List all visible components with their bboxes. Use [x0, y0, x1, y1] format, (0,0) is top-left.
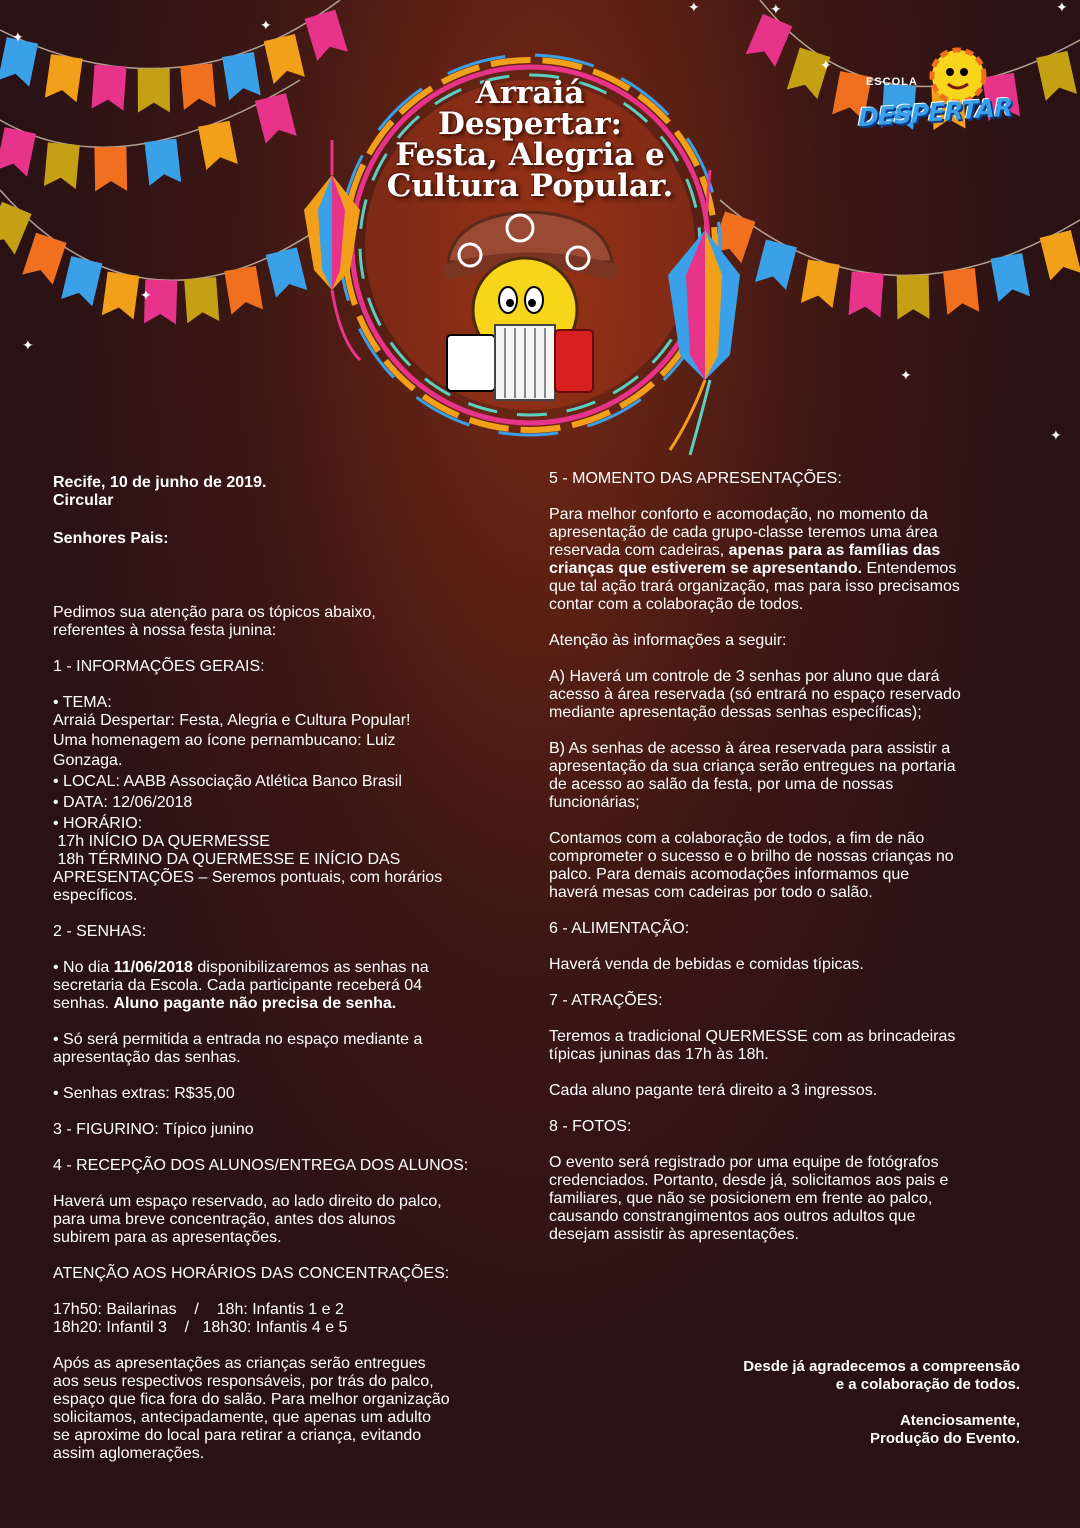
bunting-flag-icon: [991, 253, 1030, 302]
bunting-flag-icon: [44, 142, 80, 189]
senha2-line-2: apresentação das senhas.: [53, 1049, 241, 1066]
s5-line-3: [549, 542, 1034, 560]
s7-line-1: Teremos a tradicional QUERMESSE com as brincadeiras: [549, 1028, 956, 1045]
senha1-note: Aluno pagante não precisa de senha.: [113, 995, 397, 1012]
school-logo: [858, 40, 1038, 140]
bunting-flag-icon: [746, 14, 793, 67]
bunting-flag-icon: [305, 10, 348, 61]
senha2-line-1: • Só será permitida a entrada no espaço mediante a: [53, 1031, 423, 1048]
horario-line-1: 17h INÍCIO DA QUERMESSE: [53, 833, 270, 850]
bunting-flag-icon: [91, 65, 126, 111]
section-4-heading: 4 - RECEPÇÃO DOS ALUNOS/ENTREGA DOS ALUNOS:: [53, 1157, 469, 1174]
right-column: [549, 470, 1034, 1244]
s4-p1-line-2: para uma breve concentração, antes dos alunos: [53, 1211, 396, 1228]
logo-escola-text: ESCOLA: [866, 76, 918, 88]
section-7-heading: 7 - ATRAÇÕES:: [549, 992, 663, 1009]
bunting-flag-icon: [138, 69, 170, 113]
tema-line-3: Gonzaga.: [53, 752, 123, 769]
s5-attention: Atenção às informações a seguir:: [549, 632, 787, 649]
s4-p1-line-3: subirem para as apresentações.: [53, 1229, 282, 1246]
section-3-heading: 3 - FIGURINO: Típico junino: [53, 1121, 254, 1138]
s4-p2-line-2: aos seus respectivos responsáveis, por trás do palco,: [53, 1373, 434, 1390]
sparkle-star-icon: ✦: [22, 338, 34, 354]
s4-p2-line-5: se aproxime do local para retirar a criança, evitando: [53, 1427, 422, 1444]
item-b-line-1: B) As senhas de acesso à área reservada para assistir a: [549, 740, 951, 757]
s5-line-3a: reservada com cadeiras,: [549, 542, 729, 559]
s5-line-2: apresentação de cada grupo-classe teremos uma área: [549, 524, 938, 541]
sparkle-star-icon: ✦: [820, 58, 832, 74]
section-8-heading: 8 - FOTOS:: [549, 1118, 632, 1135]
senha1-part-e: senhas.: [53, 995, 114, 1012]
schedule-line-2: 18h20: Infantil 3 / 18h30: Infantis 4 e 5: [53, 1319, 348, 1336]
bunting-flag-icon: [184, 277, 219, 323]
item-c-line-2: comprometer o sucesso e o brilho de nossas crianças no: [549, 848, 954, 865]
section-5-heading: 5 - MOMENTO DAS APRESENTAÇÕES:: [549, 470, 842, 487]
s5-line-4a: crianças que estiverem se apresentando.: [549, 560, 863, 577]
sparkle-star-icon: ✦: [900, 368, 912, 384]
s8-line-4: causando constrangimentos aos outros adultos que: [549, 1208, 916, 1225]
bunting-flag-icon: [45, 54, 83, 102]
section-1-heading: 1 - INFORMAÇÕES GERAIS:: [53, 658, 265, 675]
senha-paragraph-1: [53, 959, 513, 977]
s7-line-3: Cada aluno pagante terá direito a 3 ingressos.: [549, 1082, 878, 1099]
event-title: [350, 75, 710, 204]
item-b-line-2: apresentação da sua criança serão entregues na portaria: [549, 758, 956, 775]
bunting-flag-icon: [0, 202, 32, 255]
s5-line-4b: Entendemos: [862, 560, 957, 577]
greeting: Senhores Pais:: [53, 530, 169, 547]
bunting-flag-icon: [897, 275, 930, 320]
schedule-line-1: 17h50: Bailarinas / 18h: Infantis 1 e 2: [53, 1301, 344, 1318]
doc-type: Circular: [53, 492, 114, 509]
item-a-line-2: acesso à área reservada (só entrará no espaço reservado: [549, 686, 961, 703]
item-c-line-1: Contamos com a colaboração de todos, a fim de não: [549, 830, 925, 847]
s4-p2-line-3: espaço que fica fora do salão. Para melhor organização: [53, 1391, 450, 1408]
bunting-flag-icon: [1036, 51, 1077, 101]
s8-line-1: O evento será registrado por uma equipe de fotógrafos: [549, 1154, 939, 1171]
bunting-flag-icon: [943, 268, 979, 315]
bunting-flag-icon: [255, 93, 297, 144]
s4-p1-line-1: Haverá um espaço reservado, ao lado direito do palco,: [53, 1193, 442, 1210]
s5-line-1: Para melhor conforto e acomodação, no momento da: [549, 506, 928, 523]
item-a-line-3: mediante apresentação dessas senhas específicas);: [549, 704, 922, 721]
horario-label: • HORÁRIO:: [53, 815, 143, 832]
intro-line-1: Pedimos sua atenção para os tópicos abaixo,: [53, 604, 376, 621]
horario-line-3: APRESENTAÇÕES – Seremos pontuais, com horários: [53, 869, 443, 886]
sparkle-star-icon: ✦: [12, 30, 24, 46]
tema-line-1: Arraiá Despertar: Festa, Alegria e Cultura Popular!: [53, 712, 411, 729]
sparkle-star-icon: ✦: [140, 288, 152, 304]
sparkle-star-icon: ✦: [1056, 0, 1068, 16]
item-a-line-1: A) Haverá um controle de 3 senhas por aluno que dará: [549, 668, 940, 685]
sparkle-star-icon: ✦: [260, 18, 272, 34]
item-c-line-4: haverá mesas com cadeiras por todo o salão.: [549, 884, 873, 901]
bunting-flag-icon: [198, 121, 238, 170]
section-2-heading: 2 - SENHAS:: [53, 923, 147, 940]
s6-text: Haverá venda de bebidas e comidas típicas.: [549, 956, 864, 973]
senha1-date: 11/06/2018: [113, 959, 193, 976]
left-column: [53, 474, 513, 1463]
bunting-flag-icon: [144, 139, 181, 186]
bunting-flag-icon: [224, 266, 263, 315]
senha-extras: • Senhas extras: R$35,00: [53, 1085, 235, 1102]
title-line-1: Arraiá: [475, 75, 585, 111]
s8-line-2: credenciados. Portanto, desde já, solicitamos aos pais e: [549, 1172, 949, 1189]
data-line: • DATA: 12/06/2018: [53, 794, 193, 811]
title-line-2: Despertar:: [438, 106, 622, 142]
bunting-flag-icon: [801, 259, 840, 308]
s4-attention: ATENÇÃO AOS HORÁRIOS DAS CONCENTRAÇÕES:: [53, 1265, 450, 1282]
s7-line-2: típicas juninas das 17h às 18h.: [549, 1046, 769, 1063]
bunting-flag-icon: [22, 233, 66, 285]
section-6-heading: 6 - ALIMENTAÇÃO:: [549, 920, 690, 937]
tema-line-2: Uma homenagem ao ícone pernambucano: Luiz: [53, 732, 396, 749]
closing-line-1: Desde já agradecemos a compreensão: [743, 1358, 1020, 1375]
bunting-flag-icon: [0, 127, 36, 177]
title-line-3: Festa, Alegria e: [395, 137, 665, 173]
senha1-line-3: [53, 995, 513, 1013]
bunting-flag-icon: [94, 147, 127, 192]
s8-line-5: desejam assistir às apresentações.: [549, 1226, 799, 1243]
s4-p2-line-6: assim aglomerações.: [53, 1445, 205, 1462]
date-line: Recife, 10 de junho de 2019.: [53, 474, 267, 491]
s5-line-6: contar com a colaboração de todos.: [549, 596, 804, 613]
s8-line-3: familiares, que não se posicionem em frente ao palco,: [549, 1190, 933, 1207]
bunting-flag-icon: [180, 63, 215, 109]
bunting-flag-icon: [849, 272, 884, 318]
tema-label: • TEMA:: [53, 694, 112, 711]
item-b-line-3: de acesso ao salão da festa, por uma de nossas: [549, 776, 894, 793]
senha1-part-c: disponibilizaremos as senhas na: [192, 959, 429, 976]
s4-p2-line-1: Após as apresentações as crianças serão entregues: [53, 1355, 426, 1372]
s5-line-3b: apenas para as famílias das: [728, 542, 941, 559]
bunting-flag-icon: [755, 239, 797, 290]
s5-line-5: que tal ação trará organização, mas para isso precisamos: [549, 578, 960, 595]
item-b-line-4: funcionárias;: [549, 794, 640, 811]
logo-despertar-text: DESPERTAR: [858, 92, 1013, 133]
closing-line-4: Produção do Evento.: [869, 1430, 1020, 1447]
bunting-flag-icon: [102, 272, 140, 320]
s4-p2-line-4: solicitamos, antecipadamente, que apenas um adulto: [53, 1409, 432, 1426]
bunting-flag-icon: [266, 247, 307, 297]
sparkle-star-icon: ✦: [770, 2, 782, 18]
local-line: • LOCAL: AABB Associação Atlética Banco Brasil: [53, 773, 402, 790]
bunting-flag-icon: [264, 34, 305, 84]
senha1-line-2: secretaria da Escola. Cada participante receberá 04: [53, 977, 423, 994]
bunting-flag-icon: [1040, 230, 1080, 280]
horario-line-4: específicos.: [53, 887, 138, 904]
bunting-flag-icon: [222, 52, 261, 101]
title-line-4: Cultura Popular.: [386, 168, 674, 204]
closing-line-2: e a colaboração de todos.: [835, 1376, 1020, 1393]
sparkle-star-icon: ✦: [1050, 428, 1062, 444]
item-c-line-3: palco. Para demais acomodações informamos que: [549, 866, 910, 883]
bunting-flag-icon: [61, 256, 102, 306]
s5-line-4: [549, 560, 1034, 578]
closing-block: [600, 1358, 1020, 1448]
intro-line-2: referentes à nossa festa junina:: [53, 622, 277, 639]
sparkle-star-icon: ✦: [688, 0, 700, 16]
senha1-part-a: • No dia: [53, 959, 114, 976]
closing-line-3: Atenciosamente,: [899, 1412, 1020, 1429]
horario-line-2: 18h TÉRMINO DA QUERMESSE E INÍCIO DAS: [53, 851, 401, 868]
